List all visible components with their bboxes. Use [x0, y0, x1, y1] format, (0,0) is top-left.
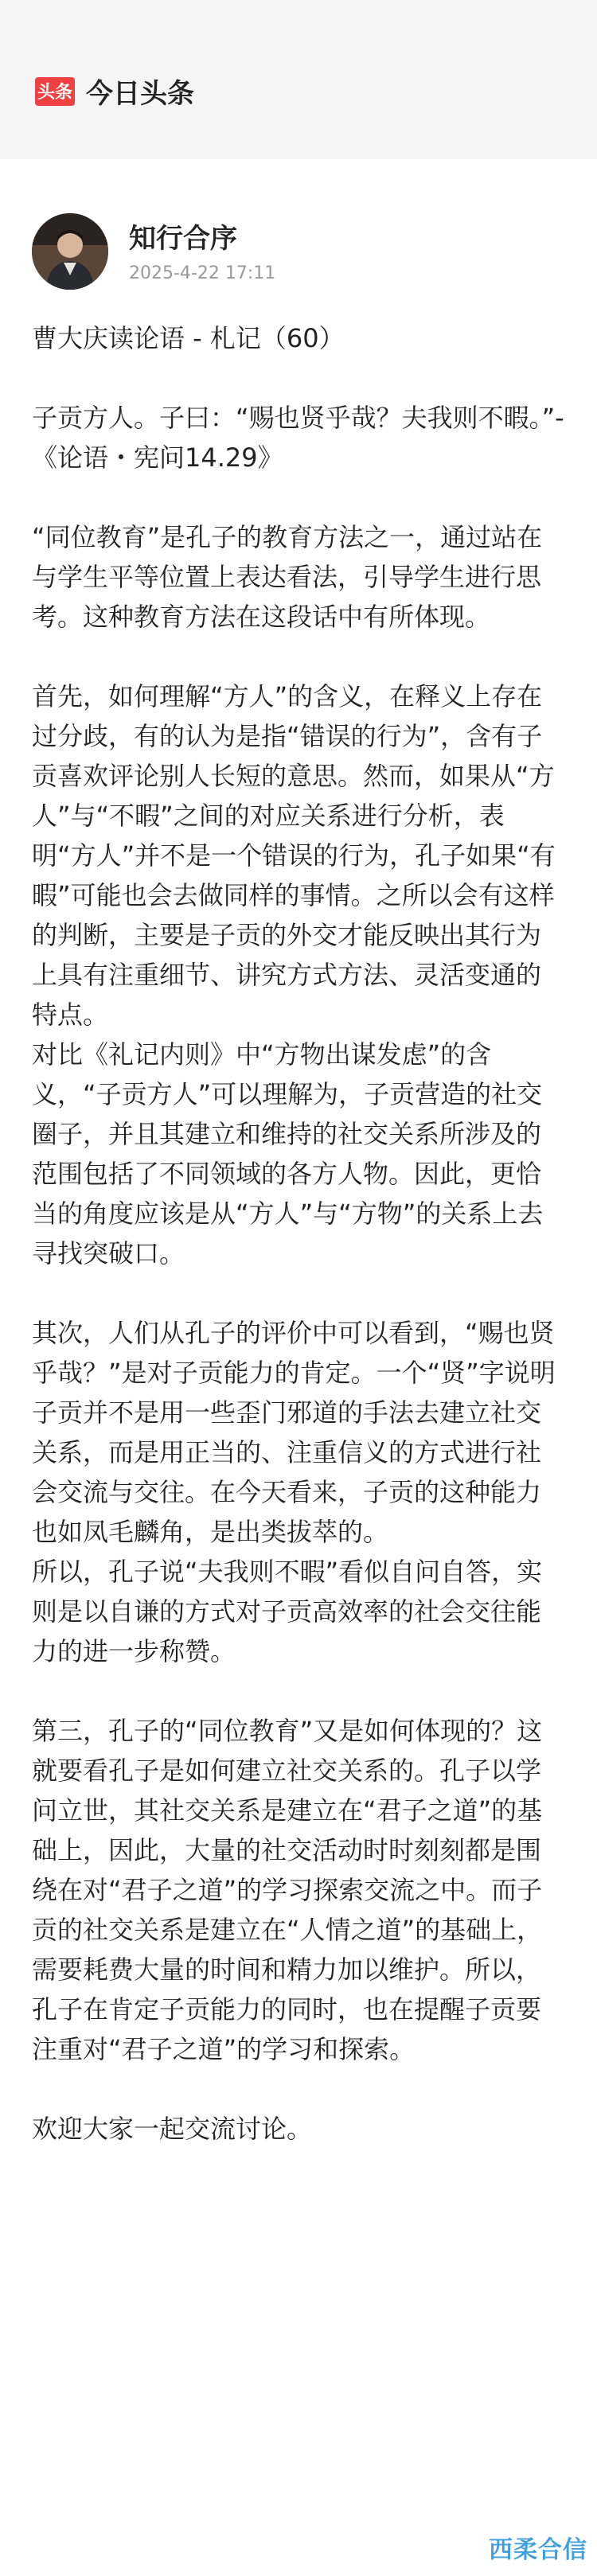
paragraph-third: 第三，孔子的“同位教育”又是如何体现的？这就要看孔子是如何建立社交关系的。孔子以学问立世，其社交关系是建立在“君子之道”的基础上，因此，大量的社交活动时时刻刻都是围绕在对“君子之道”的学习探索交流之中。而子贡的社交关系是建立在“人情之道”的基础上，需要耗费大量的时间和精力加以维护。所以，孔子在肯定子贡能力的同时，也在提醒子贡要注重对“君子之道”的学习和探索。: [32, 1716, 543, 2064]
app-brand[interactable]: [35, 72, 194, 111]
publish-time: 2025-4-22 17:11: [129, 263, 276, 283]
author-name[interactable]: 知行合序: [129, 222, 237, 255]
watermark: 西柔合信: [489, 2536, 587, 2564]
paragraph-second: 其次，人们从孔子的评价中可以看到，“赐也贤乎哉？”是对子贡能力的肯定。一个“贤”字说明子贡并不是用一些歪门邪道的手法去建立社交关系，而是用正当的、注重信义的方式进行社会交流与交往。在今天看来，子贡的这种能力也如凤毛麟角，是出类拔萃的。 所以，孔子说“夫我则不暇”看似自问自答，实则是以自谦的方式对子贡高效率的社会交往能力的进一步称赞。: [32, 1318, 556, 1666]
author-info: [129, 220, 275, 283]
article-title: 曹大庆读论语 - 札记（60）: [32, 323, 345, 353]
toutiao-logo-badge: 头条: [35, 77, 75, 106]
article-body: [32, 318, 572, 2188]
paragraph-first: 首先，如何理解“方人”的含义，在释义上存在过分歧，有的认为是指“错误的行为”，含有子贡喜欢评论别人长短的意思。然而，如果从“方人”与“不暇”之间的对应关系进行分析，表明“方人”并不是一个错误的行为，孔子如果“有暇”可能也会去做同样的事情。之所以会有这样的判断，主要是子贡的外交才能反映出其行为上具有注重细节、讲究方式方法、灵活变通的特点。 对比《礼记内则》中“方物出谋发虑”的含义，“子贡方人”可以理解为，子贡营造的社交圈子，并且其建立和维持的社交关系所涉及的范围包括了不同领域的各方人物。因此，更恰当的角度应该是从“方人”与“方物”的关系上去寻找突破口。: [32, 681, 556, 1269]
avatar[interactable]: [32, 213, 108, 290]
paragraph-closing: 欢迎大家一起交流讨论。: [32, 2114, 313, 2144]
paragraph-quote: 子贡方人。子曰：“赐也贤乎哉？夫我则不暇。”- 《论语・宪问14.29》: [32, 403, 572, 473]
app-name: 今日头条: [86, 78, 194, 110]
author-block: [32, 213, 275, 290]
avatar-portrait-icon: [32, 213, 108, 290]
paragraph-intro: “同位教育”是孔子的教育方法之一，通过站在与学生平等位置上表达看法，引导学生进行思考。这种教育方法在这段话中有所体现。: [32, 522, 543, 632]
app-header: [0, 0, 597, 159]
